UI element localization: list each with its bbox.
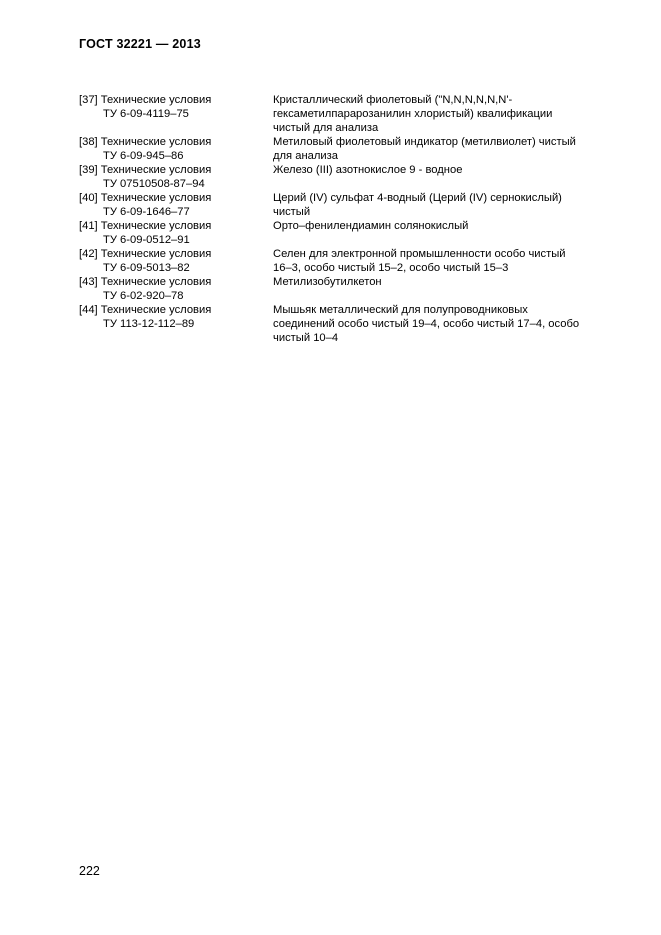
reference-number: [40] bbox=[79, 192, 98, 204]
reference-type: Технические условия bbox=[100, 304, 212, 316]
reference-type: Технические условия bbox=[100, 248, 212, 260]
reference-type: Технические условия bbox=[100, 220, 212, 232]
reference-number-type bbox=[79, 93, 273, 107]
reference-code: ТУ 6-02-920–78 bbox=[103, 290, 184, 302]
reference-type: Технические условия bbox=[100, 94, 212, 106]
reference-type: Технические условия bbox=[100, 136, 212, 148]
reference-description: Кристаллический фиолетовый ("N,N,N,N,N,N'- гексаметилпарарозанилин хлористый) квалификации чистый для анализа bbox=[273, 94, 553, 134]
reference-designation bbox=[79, 135, 273, 163]
reference-designation bbox=[79, 93, 273, 135]
reference-entry bbox=[79, 303, 624, 345]
reference-code: ТУ 6-09-1646–77 bbox=[103, 206, 190, 218]
reference-designation bbox=[79, 303, 273, 345]
reference-number: [38] bbox=[79, 136, 98, 148]
reference-code: ТУ 113-12-112–89 bbox=[103, 318, 195, 330]
reference-description: Железо (III) азотнокислое 9 - водное bbox=[273, 164, 463, 176]
reference-entry bbox=[79, 219, 624, 247]
reference-code: ТУ 6-09-0512–91 bbox=[103, 234, 190, 246]
reference-designation bbox=[79, 163, 273, 191]
reference-description: Церий (IV) сульфат 4-водный (Церий (IV) сернокислый) чистый bbox=[273, 192, 562, 218]
reference-code: ТУ 6-09-5013–82 bbox=[103, 262, 190, 274]
reference-description: Метилизобутилкетон bbox=[273, 276, 382, 288]
reference-number-type bbox=[79, 163, 273, 177]
reference-entry bbox=[79, 247, 624, 275]
reference-number: [42] bbox=[79, 248, 98, 260]
reference-type: Технические условия bbox=[100, 192, 212, 204]
reference-code: ТУ 6-09-4119–75 bbox=[103, 108, 189, 120]
reference-description: Метиловый фиолетовый индикатор (метилвиолет) чистый для анализа bbox=[273, 136, 576, 162]
reference-entry bbox=[79, 93, 624, 135]
page-number: 222 bbox=[79, 864, 100, 878]
reference-number: [37] bbox=[79, 94, 98, 106]
reference-code: ТУ 07510508-87–94 bbox=[103, 178, 205, 190]
reference-number: [41] bbox=[79, 220, 98, 232]
reference-designation bbox=[79, 247, 273, 275]
reference-description: Селен для электронной промышленности особо чистый 16–3, особо чистый 15–2, особо чистый 15–3 bbox=[273, 248, 566, 274]
reference-description: Мышьяк металлический для полупроводниковых соединений особо чистый 19–4, особо чистый 17–4, особо чистый 10–4 bbox=[273, 304, 580, 344]
reference-code: ТУ 6-09-945–86 bbox=[103, 150, 184, 162]
reference-number-type bbox=[79, 275, 273, 289]
reference-entry bbox=[79, 275, 624, 303]
reference-entry bbox=[79, 135, 624, 163]
reference-number-type bbox=[79, 191, 273, 205]
reference-designation bbox=[79, 219, 273, 247]
reference-number: [43] bbox=[79, 276, 98, 288]
reference-type: Технические условия bbox=[100, 276, 212, 288]
document-header: ГОСТ 32221 — 2013 bbox=[79, 37, 201, 51]
reference-designation bbox=[79, 275, 273, 303]
reference-number: [39] bbox=[79, 164, 98, 176]
reference-number-type bbox=[79, 247, 273, 261]
reference-entry bbox=[79, 163, 624, 191]
reference-designation bbox=[79, 191, 273, 219]
reference-description: Орто–фенилендиамин солянокислый bbox=[273, 220, 469, 232]
reference-number-type bbox=[79, 219, 273, 233]
reference-entry bbox=[79, 191, 624, 219]
reference-number: [44] bbox=[79, 304, 98, 316]
reference-number-type bbox=[79, 135, 273, 149]
reference-list bbox=[79, 93, 624, 345]
reference-number-type bbox=[79, 303, 273, 317]
reference-type: Технические условия bbox=[100, 164, 212, 176]
